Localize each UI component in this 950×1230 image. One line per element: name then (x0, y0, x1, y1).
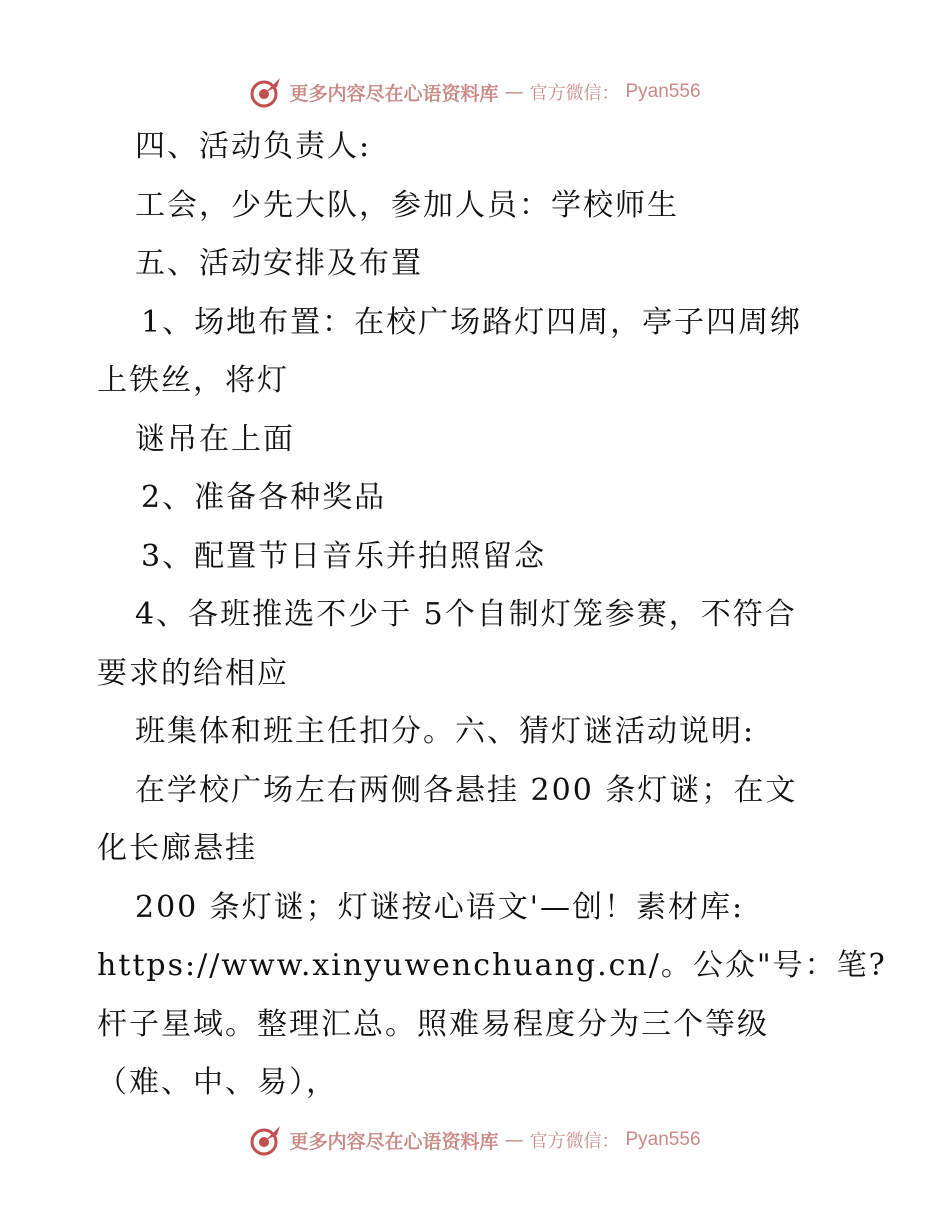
text-line: 2、准备各种奖品 (141, 480, 387, 515)
text-line: https://www.xinyuwenchuang.cn/。公众"号：笔? (97, 948, 887, 983)
text-line: 1、场地布置：在校广场路灯四周，亭子四周绑 (141, 304, 803, 340)
watermark-site-text: 更多内容尽在心语资料库 (289, 1130, 499, 1153)
text-line: 谜吊在上面 (135, 421, 295, 457)
text-line: 要求的给相应 (97, 655, 289, 691)
header-watermark (0, 72, 950, 112)
footer-watermark (0, 1120, 950, 1160)
text-line: 四、活动负责人: (135, 129, 372, 164)
text-line: 工会，少先大队，参加人员：学校师生 (135, 187, 679, 223)
text-line: 上铁丝，将灯 (97, 363, 289, 398)
text-line: 200 条灯谜；灯谜按心语文'—创！素材库: (135, 889, 745, 925)
text-line: 杆子星域。整理汇总。照难易程度分为三个等级 (97, 1006, 769, 1042)
watermark-site-text: 更多内容尽在心语资料库 (289, 82, 499, 105)
watermark-official-label: 官方微信： (529, 1131, 620, 1152)
text-line: 化长廊悬挂 (97, 831, 257, 866)
document-body (97, 118, 887, 1113)
text-line: 3、配置节日音乐并拍照留念 (141, 538, 547, 574)
watermark-official-label: 官方微信： (529, 83, 620, 104)
text-line: 在学校广场左右两侧各悬挂 200 条灯谜；在文 (135, 772, 798, 808)
text-line: （难、中、易）， (97, 1065, 338, 1100)
watermark-dash: — (504, 1129, 524, 1151)
text-line: 五、活动安排及布置 (135, 246, 423, 281)
text-line: 4、各班推选不少于 5个自制灯笼参赛，不符合 (135, 597, 797, 632)
quill-logo-icon (249, 75, 283, 109)
watermark-wechat-id: Pyan556 (625, 81, 701, 102)
watermark-dash: — (504, 81, 524, 103)
watermark-wechat-id: Pyan556 (625, 1129, 701, 1150)
text-line: 班集体和班主任扣分。六、猜灯谜活动说明: (135, 714, 756, 749)
quill-logo-icon (249, 1123, 283, 1157)
